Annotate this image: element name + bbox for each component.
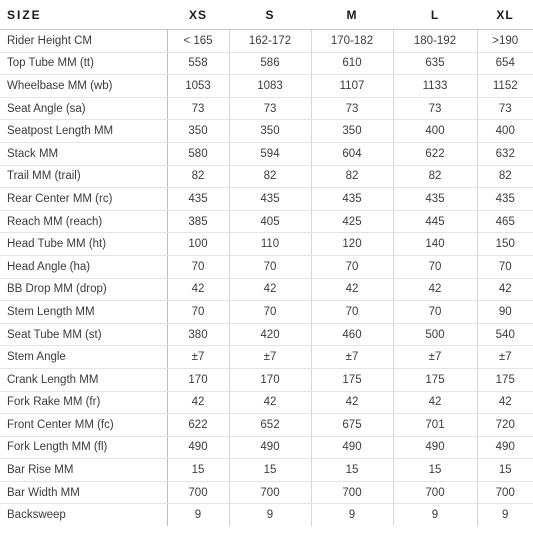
row-label: Seatpost Length MM [0,120,167,143]
row-label: Wheelbase MM (wb) [0,75,167,98]
table-cell: 170-182 [311,30,393,53]
table-cell: 490 [477,436,533,459]
table-cell: 42 [477,391,533,414]
table-cell: 400 [477,120,533,143]
table-cell: 15 [477,459,533,482]
table-row [0,278,533,301]
table-row [0,368,533,391]
row-label: Reach MM (reach) [0,210,167,233]
row-label: Crank Length MM [0,368,167,391]
table-cell: 435 [167,188,229,211]
table-cell: 380 [167,323,229,346]
table-cell: 70 [393,301,477,324]
row-label: Rider Height CM [0,30,167,53]
table-cell: 70 [167,255,229,278]
row-label: Backsweep [0,504,167,526]
table-cell: 82 [167,165,229,188]
table-cell: 9 [393,504,477,526]
table-cell: 70 [477,255,533,278]
table-cell: 635 [393,52,477,75]
table-cell: 465 [477,210,533,233]
row-label: Stem Angle [0,346,167,369]
table-cell: 425 [311,210,393,233]
table-cell: 70 [229,301,311,324]
table-cell: 70 [167,301,229,324]
table-cell: 701 [393,414,477,437]
table-cell: 82 [393,165,477,188]
size-header: SIZE [0,0,167,30]
table-row [0,210,533,233]
table-row [0,414,533,437]
table-cell: 82 [311,165,393,188]
row-label: Head Tube MM (ht) [0,233,167,256]
table-cell: 700 [393,481,477,504]
table-cell: 435 [229,188,311,211]
table-cell: 70 [393,255,477,278]
table-cell: 594 [229,142,311,165]
row-label: Head Angle (ha) [0,255,167,278]
table-cell: 170 [229,368,311,391]
table-cell: 350 [167,120,229,143]
table-cell: 180-192 [393,30,477,53]
table-row [0,459,533,482]
row-label: Bar Rise MM [0,459,167,482]
table-cell: 622 [393,142,477,165]
table-cell: 42 [477,278,533,301]
row-label: Fork Rake MM (fr) [0,391,167,414]
table-row [0,504,533,526]
table-cell: 9 [311,504,393,526]
size-column-xl: XL [477,0,533,30]
table-cell: 420 [229,323,311,346]
row-label: Stack MM [0,142,167,165]
table-cell: 150 [477,233,533,256]
row-label: Fork Length MM (fl) [0,436,167,459]
table-cell: >190 [477,30,533,53]
table-cell: 445 [393,210,477,233]
table-row [0,233,533,256]
table-cell: 73 [311,97,393,120]
table-cell: 70 [229,255,311,278]
table-row [0,301,533,324]
table-cell: 170 [167,368,229,391]
header-row [0,0,533,30]
table-row [0,391,533,414]
table-row [0,120,533,143]
table-cell: 42 [167,278,229,301]
table-cell: 610 [311,52,393,75]
table-cell: 604 [311,142,393,165]
table-cell: 9 [194,509,202,522]
table-cell: 42 [167,391,229,414]
row-label: Seat Tube MM (st) [0,323,167,346]
table-cell: 405 [229,210,311,233]
table-row [0,165,533,188]
table-cell: 558 [167,52,229,75]
row-label: Front Center MM (fc) [0,414,167,437]
table-cell: 15 [167,459,229,482]
table-cell: 654 [477,52,533,75]
table-cell: 42 [393,391,477,414]
table-cell: 42 [393,278,477,301]
table-cell: 100 [167,233,229,256]
row-label: Top Tube MM (tt) [0,52,167,75]
table-cell: 350 [229,120,311,143]
table-cell: 675 [311,414,393,437]
table-cell: 700 [477,481,533,504]
table-cell: 700 [311,481,393,504]
table-cell: 73 [167,97,229,120]
table-cell: 385 [167,210,229,233]
table-row [0,52,533,75]
table-cell: 700 [229,481,311,504]
table-cell: 15 [229,459,311,482]
table-cell: 540 [477,323,533,346]
table-cell: 42 [311,391,393,414]
table-cell: 120 [311,233,393,256]
table-cell: 435 [393,188,477,211]
table-cell: 42 [311,278,393,301]
table-cell: 490 [393,436,477,459]
size-column-xs: XS [167,0,229,30]
table-cell: 175 [477,368,533,391]
row-label: Bar Width MM [0,481,167,504]
table-cell: 73 [229,97,311,120]
table-cell: 42 [229,278,311,301]
table-cell: 1083 [229,75,311,98]
table-cell: 652 [229,414,311,437]
table-cell: 350 [311,120,393,143]
row-label: Stem Length MM [0,301,167,324]
table-cell: 400 [393,120,477,143]
table-row [0,323,533,346]
table-cell: 580 [167,142,229,165]
table-body [0,30,533,527]
table-cell: 1053 [167,75,229,98]
table-cell: ±7 [167,346,229,369]
table-cell: 140 [393,233,477,256]
table-row [0,142,533,165]
table-cell: 110 [229,233,311,256]
table-row [0,436,533,459]
table-row [0,30,533,53]
size-column-s: S [229,0,311,30]
table-cell: 622 [167,414,229,437]
table-cell: 500 [393,323,477,346]
table-cell: 70 [311,255,393,278]
table-cell: 586 [229,52,311,75]
table-cell: 90 [477,301,533,324]
table-cell: 175 [311,368,393,391]
table-cell: 490 [229,436,311,459]
row-label: Seat Angle (sa) [0,97,167,120]
table-cell: 15 [311,459,393,482]
table-cell: 490 [311,436,393,459]
table-cell: 1152 [477,75,533,98]
row-label: BB Drop MM (drop) [0,278,167,301]
table-cell: 720 [477,414,533,437]
table-row [0,481,533,504]
table-cell: 9 [477,504,533,526]
row-label: Rear Center MM (rc) [0,188,167,211]
table-row [0,75,533,98]
table-cell: 70 [311,301,393,324]
table-cell: 162-172 [229,30,311,53]
table-cell: 9 [229,504,311,526]
table-cell: ±7 [477,346,533,369]
table-row [0,97,533,120]
table-cell: ±7 [393,346,477,369]
table-cell: 82 [229,165,311,188]
table-cell: < 165 [167,30,229,53]
row-label: Trail MM (trail) [0,165,167,188]
table-cell: 73 [477,97,533,120]
table-cell: ±7 [311,346,393,369]
table-cell: 1107 [311,75,393,98]
table-cell: 435 [477,188,533,211]
table-cell: 435 [311,188,393,211]
table-row [0,255,533,278]
table-cell: 1133 [393,75,477,98]
table-cell: 700 [167,481,229,504]
table-cell: ±7 [229,346,311,369]
table-cell: 632 [477,142,533,165]
table-cell: 42 [229,391,311,414]
table-cell: 73 [393,97,477,120]
table-cell: 490 [167,436,229,459]
table-cell: 175 [393,368,477,391]
table-cell: 82 [477,165,533,188]
size-column-l: L [393,0,477,30]
table-cell: 15 [393,459,477,482]
size-column-m: M [311,0,393,30]
table-row [0,346,533,369]
table-cell: 460 [311,323,393,346]
table-row [0,188,533,211]
